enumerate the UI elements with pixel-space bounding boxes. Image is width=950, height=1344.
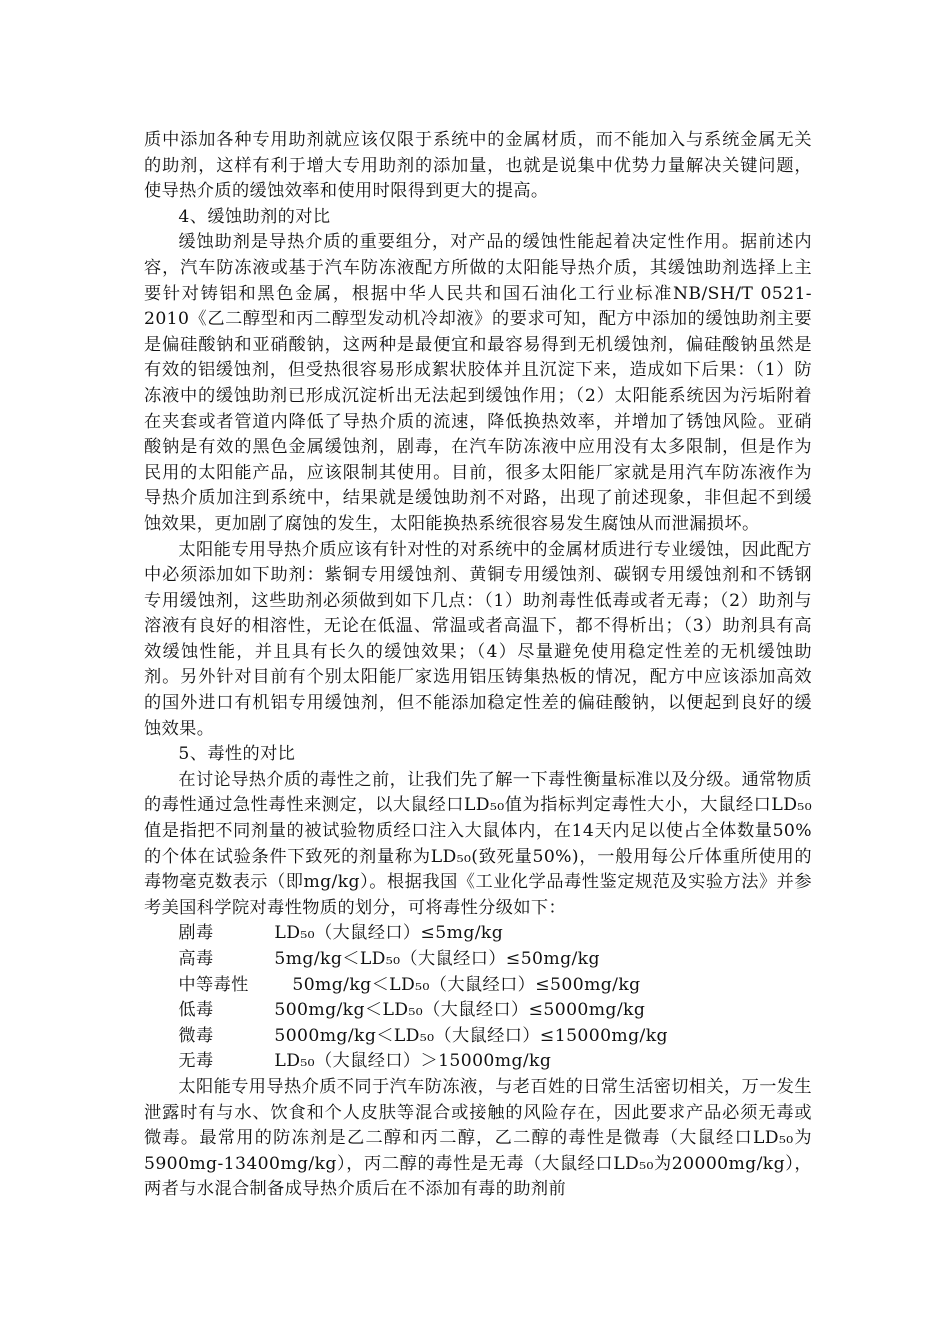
section-heading-5: 5、毒性的对比 [178,744,296,765]
paragraph-solar-inhibitor: 太阳能专用导热介质应该有针对性的对系统中的金属材质进行专业缓蚀，因此配方中必须添加如下助剂：紫铜专用缓蚀剂、黄铜专用缓蚀剂、碳钢专用缓蚀剂和不锈钢专用缓蚀剂，这些助剂必须做到如下几点：（1）助剂毒性低毒或者无毒；（2）助剂与溶液有良好的相溶性，无论在低温、常温或者高温下，都不得析出；（3）助剂具有高效缓蚀性能，并且具有长久的缓蚀效果；（4）尽量避免使用稳定性差的无机缓蚀助剂。另外针对目前有个别太阳能厂家选用铝压铸集热板的情况，配方中应该添加高效的国外进口有机铝专用缓蚀剂，但不能添加稳定性差的偏硅酸钠，以便起到良好的缓蚀效果。 [144,539,812,739]
grade-name: 低毒 [178,1000,214,1021]
toxicity-grade-row [144,973,812,999]
toxicity-grade-row [144,1049,812,1075]
paragraph-toxicity-intro: 在讨论导热介质的毒性之前，让我们先了解一下毒性衡量标准以及分级。通常物质的毒性通过急性毒性来测定，以大鼠经口LD₅₀值为指标判定毒性大小，大鼠经口LD₅₀值是指把不同剂量的被试验物质经口注入大鼠体内，在14天内足以使占全体数量50%的个体在试验条件下致死的剂量称为LD₅₀(致死量50%)，一般用每公斤体重所使用的毒物毫克数表示（即mg/kg）。根据我国《工业化学品毒性鉴定规范及实验方法》并参考美国科学院对毒性物质的划分，可将毒性分级如下： [144,769,812,918]
grade-range: 5mg/kg＜LD₅₀（大鼠经口）≤50mg/kg [274,949,600,969]
grade-name: 剧毒 [178,923,214,944]
grade-name: 微毒 [178,1025,214,1046]
paragraph-solar-toxicity: 太阳能专用导热介质不同于汽车防冻液，与老百姓的日常生活密切相关，万一发生泄露时有与水、饮食和个人皮肤等混合或接触的风险存在，因此要求产品必须无毒或微毒。最常用的防冻剂是乙二醇和丙二醇，乙二醇的毒性是微毒（大鼠经口LD₅₀为5900mg-13400mg/kg），丙二醇的毒性是无毒（大鼠经口LD₅₀为20000mg/kg），两者与水混合制备成导热介质后在不添加有毒的助剂前 [144,1076,812,1200]
grade-range: 50mg/kg＜LD₅₀（大鼠经口）≤500mg/kg [292,974,641,995]
grade-name: 中等毒性 [178,974,249,995]
section-heading-4: 4、缓蚀助剂的对比 [178,206,331,227]
toxicity-grade-list [144,921,812,1075]
grade-range: 500mg/kg＜LD₅₀（大鼠经口）≤5000mg/kg [274,1000,646,1021]
grade-range: LD₅₀（大鼠经口）＞15000mg/kg [274,1051,552,1072]
toxicity-grade-row [144,1024,812,1050]
toxicity-grade-row [144,921,812,947]
paragraph-continued: 质中添加各种专用助剂就应该仅限于系统中的金属材质，而不能加入与系统金属无关的助剂，这样有利于增大专用助剂的添加量，也就是说集中优势力量解决关键问题，使导热介质的缓蚀效率和使用时限得到更大的提高。 [144,130,812,202]
paragraph-corrosion-inhibitor: 缓蚀助剂是导热介质的重要组分，对产品的缓蚀性能起着决定性作用。据前述内容，汽车防冻液或基于汽车防冻液配方所做的太阳能导热介质，其缓蚀助剂选择上主要针对铸铝和黑色金属，根据中华人民共和国石油化工行业标准NB/SH/T 0521-2010《乙二醇型和丙二醇型发动机冷却液》的要求可知，配方中添加的缓蚀助剂主要是偏硅酸钠和亚硝酸钠，这两种是最便宜和最容易得到无机缓蚀剂，偏硅酸钠虽然是有效的铝缓蚀剂，但受热很容易形成絮状胶体并且沉淀下来，造成如下后果：（1）防冻液中的缓蚀助剂已形成沉淀析出无法起到缓蚀作用；（2）太阳能系统因为污垢附着在夹套或者管道内降低了导热介质的流速，降低换热效率，并增加了锈蚀风险。亚硝酸钠是有效的黑色金属缓蚀剂，剧毒，在汽车防冻液中应用没有太多限制，但是作为民用的太阳能产品，应该限制其使用。目前，很多太阳能厂家就是用汽车防冻液作为导热介质加注到系统中，结果就是缓蚀助剂不对路，出现了前述现象，非但起不到缓蚀效果，更加剧了腐蚀的发生，太阳能换热系统很容易发生腐蚀从而泄漏损坏。 [144,232,812,534]
toxicity-grade-row [144,998,812,1024]
grade-range: 5000mg/kg＜LD₅₀（大鼠经口）≤15000mg/kg [274,1025,668,1046]
toxicity-grade-row [144,947,812,973]
grade-name: 无毒 [178,1051,214,1072]
grade-name: 高毒 [178,949,214,969]
document-body [144,128,812,1203]
grade-range: LD₅₀（大鼠经口）≤5mg/kg [274,923,504,944]
